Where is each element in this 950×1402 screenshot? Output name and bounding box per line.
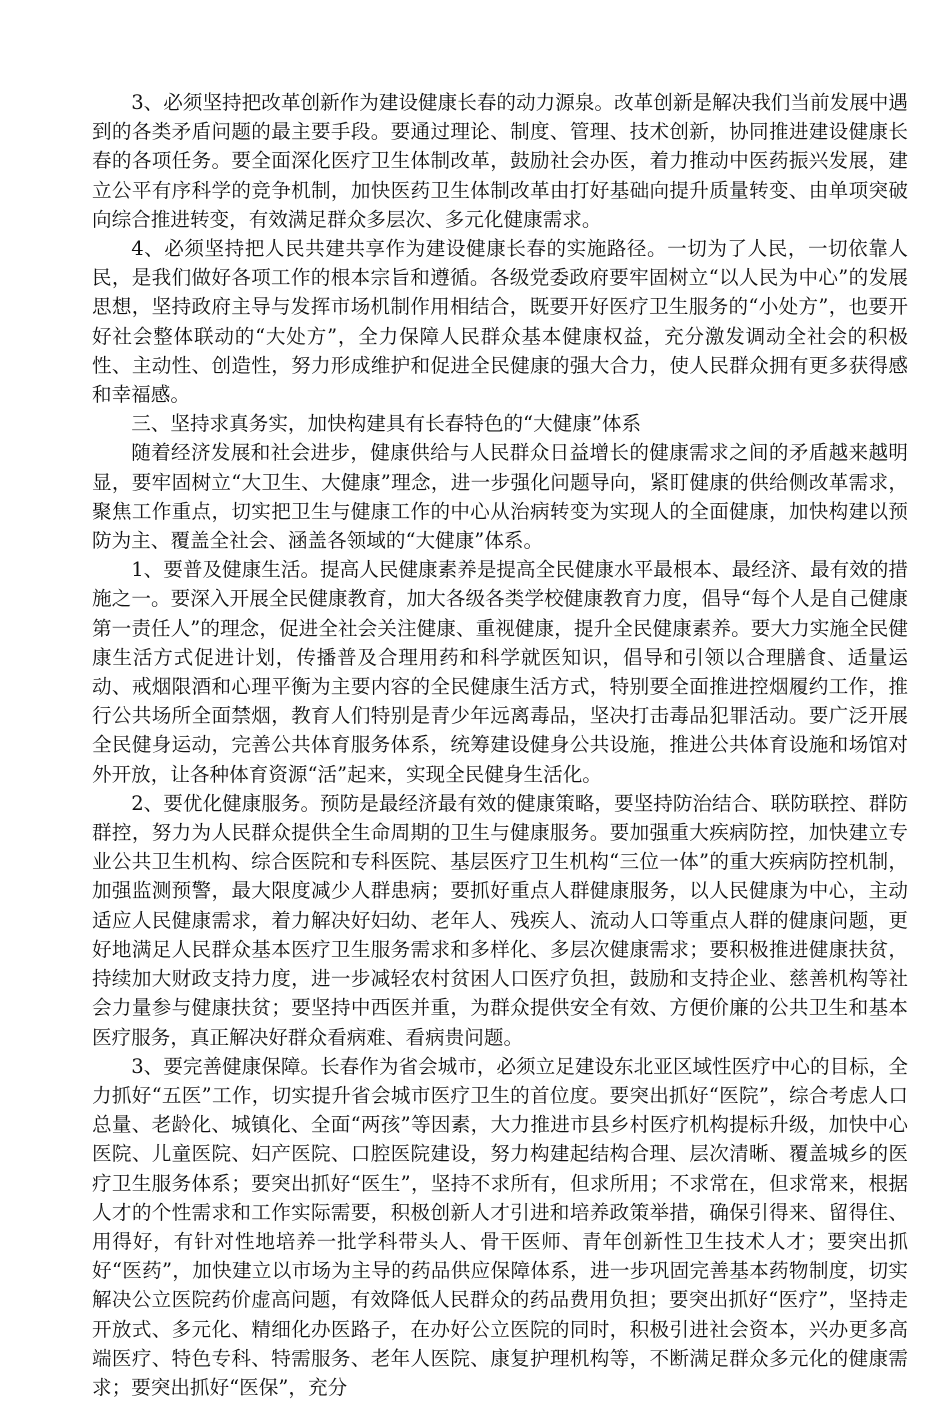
- paragraph-healthy-living: 1、要普及健康生活。提高人民健康素养是提高全民健康水平最根本、最经济、最有效的措施之一。要深入开展全民健康教育，加大各级各类学校健康教育力度，倡导“每个人是自己健康第一责任人”的理念，促进全社会关注健康、重视健康，提升全民健康素养。要大力实施全民健康生活方式促进计划，传播普及合理用药和科学就医知识，倡导和引领以合理膳食、适量运动、戒烟限酒和心理平衡为主要内容的全民健康生活方式，特别要全面推进控烟履约工作，推行公共场所全面禁烟，教育人们特别是青少年远离毒品，坚决打击毒品犯罪活动。要广泛开展全民健身运动，完善公共体育服务体系，统筹建设健身公共设施，推进公共体育设施和场馆对外开放，让各种体育资源“活”起来，实现全民健身生活化。: [92, 558, 908, 786]
- paragraph-health-system: 随着经济发展和社会进步，健康供给与人民群众日益增长的健康需求之间的矛盾越来越明显，要牢固树立“大卫生、大健康”理念，进一步强化问题导向，紧盯健康的供给侧改革需求，聚焦工作重点，切实把卫生与健康工作的中心从治病转变为实现人的全面健康，加快构建以预防为主、覆盖全社会、涵盖各领域的“大健康”体系。: [92, 441, 908, 553]
- paragraph-reform-innovation: 3、必须坚持把改革创新作为建设健康长春的动力源泉。改革创新是解决我们当前发展中遇到的各类矛盾问题的最主要手段。要通过理论、制度、管理、技术创新，协同推进建设健康长春的各项任务。要全面深化医疗卫生体制改革，鼓励社会办医，着力推动中医药振兴发展，建立公平有序科学的竞争机制，加快医药卫生体制改革由打好基础向提升质量转变、由单项突破向综合推进转变，有效满足群众多层次、多元化健康需求。: [92, 91, 908, 231]
- paragraph-health-services: 2、要优化健康服务。预防是最经济最有效的健康策略，要坚持防治结合、联防联控、群防群控，努力为人民群众提供全生命周期的卫生与健康服务。要加强重大疾病防控，加快建立专业公共卫生机构、综合医院和专科医院、基层医疗卫生机构“三位一体”的重大疾病防控机制，加强监测预警，最大限度减少人群患病；要抓好重点人群健康服务，以人民健康为中心，主动适应人民健康需求，着力解决好妇幼、老年人、残疾人、流动人口等重点人群的健康问题，更好地满足人民群众基本医疗卫生服务需求和多样化、多层次健康需求；要积极推进健康扶贫，持续加大财政支持力度，进一步减轻农村贫困人口医疗负担，鼓励和支持企业、慈善机构等社会力量参与健康扶贫；要坚持中西医并重，为群众提供安全有效、方便价廉的公共卫生和基本医疗服务，真正解决好群众看病难、看病贵问题。: [92, 791, 908, 1049]
- document-body: [92, 88, 908, 1402]
- section-heading-3: 三、坚持求真务实，加快构建具有长春特色的“大健康”体系: [131, 412, 642, 436]
- paragraph-health-security: 3、要完善健康保障。长春作为省会城市，必须立足建设东北亚区域性医疗中心的目标，全力抓好“五医”工作，切实提升省会城市医疗卫生的首位度。要突出抓好“医院”，综合考虑人口总量、老龄化、城镇化、全面“两孩”等因素，大力推进市县乡村医疗机构提标升级，加快中心医院、儿童医院、妇产医院、口腔医院建设，努力构建起结构合理、层次清晰、覆盖城乡的医疗卫生服务体系；要突出抓好“医生”，坚持不求所有，但求所用；不求常在，但求常来，根据人才的个性需求和工作实际需要，积极创新人才引进和培养政策举措，确保引得来、留得住、用得好，有针对性地培养一批学科带头人、骨干医师、青年创新性卫生技术人才；要突出抓好“医药”，加快建立以市场为主导的药品供应保障体系，进一步巩固完善基本药物制度，切实解决公立医院药价虚高问题，有效降低人民群众的药品费用负担；要突出抓好“医疗”，坚持走开放式、多元化、精细化办医路子，在办好公立医院的同时，积极引进社会资本，兴办更多高端医疗、特色专科、特需服务、老年人医院、康复护理机构等，不断满足群众多元化的健康需求；要突出抓好“医保”，充分: [92, 1054, 908, 1399]
- paragraph-people-shared: 4、必须坚持把人民共建共享作为建设健康长春的实施路径。一切为了人民，一切依靠人民，是我们做好各项工作的根本宗旨和遵循。各级党委政府要牢固树立“以人民为中心”的发展思想，坚持政府主导与发挥市场机制作用相结合，既要开好医疗卫生服务的“小处方”，也要开好社会整体联动的“大处方”，全力保障人民群众基本健康权益，充分激发调动全社会的积极性、主动性、创造性，努力形成维护和促进全民健康的强大合力，使人民群众拥有更多获得感和幸福感。: [92, 237, 908, 407]
